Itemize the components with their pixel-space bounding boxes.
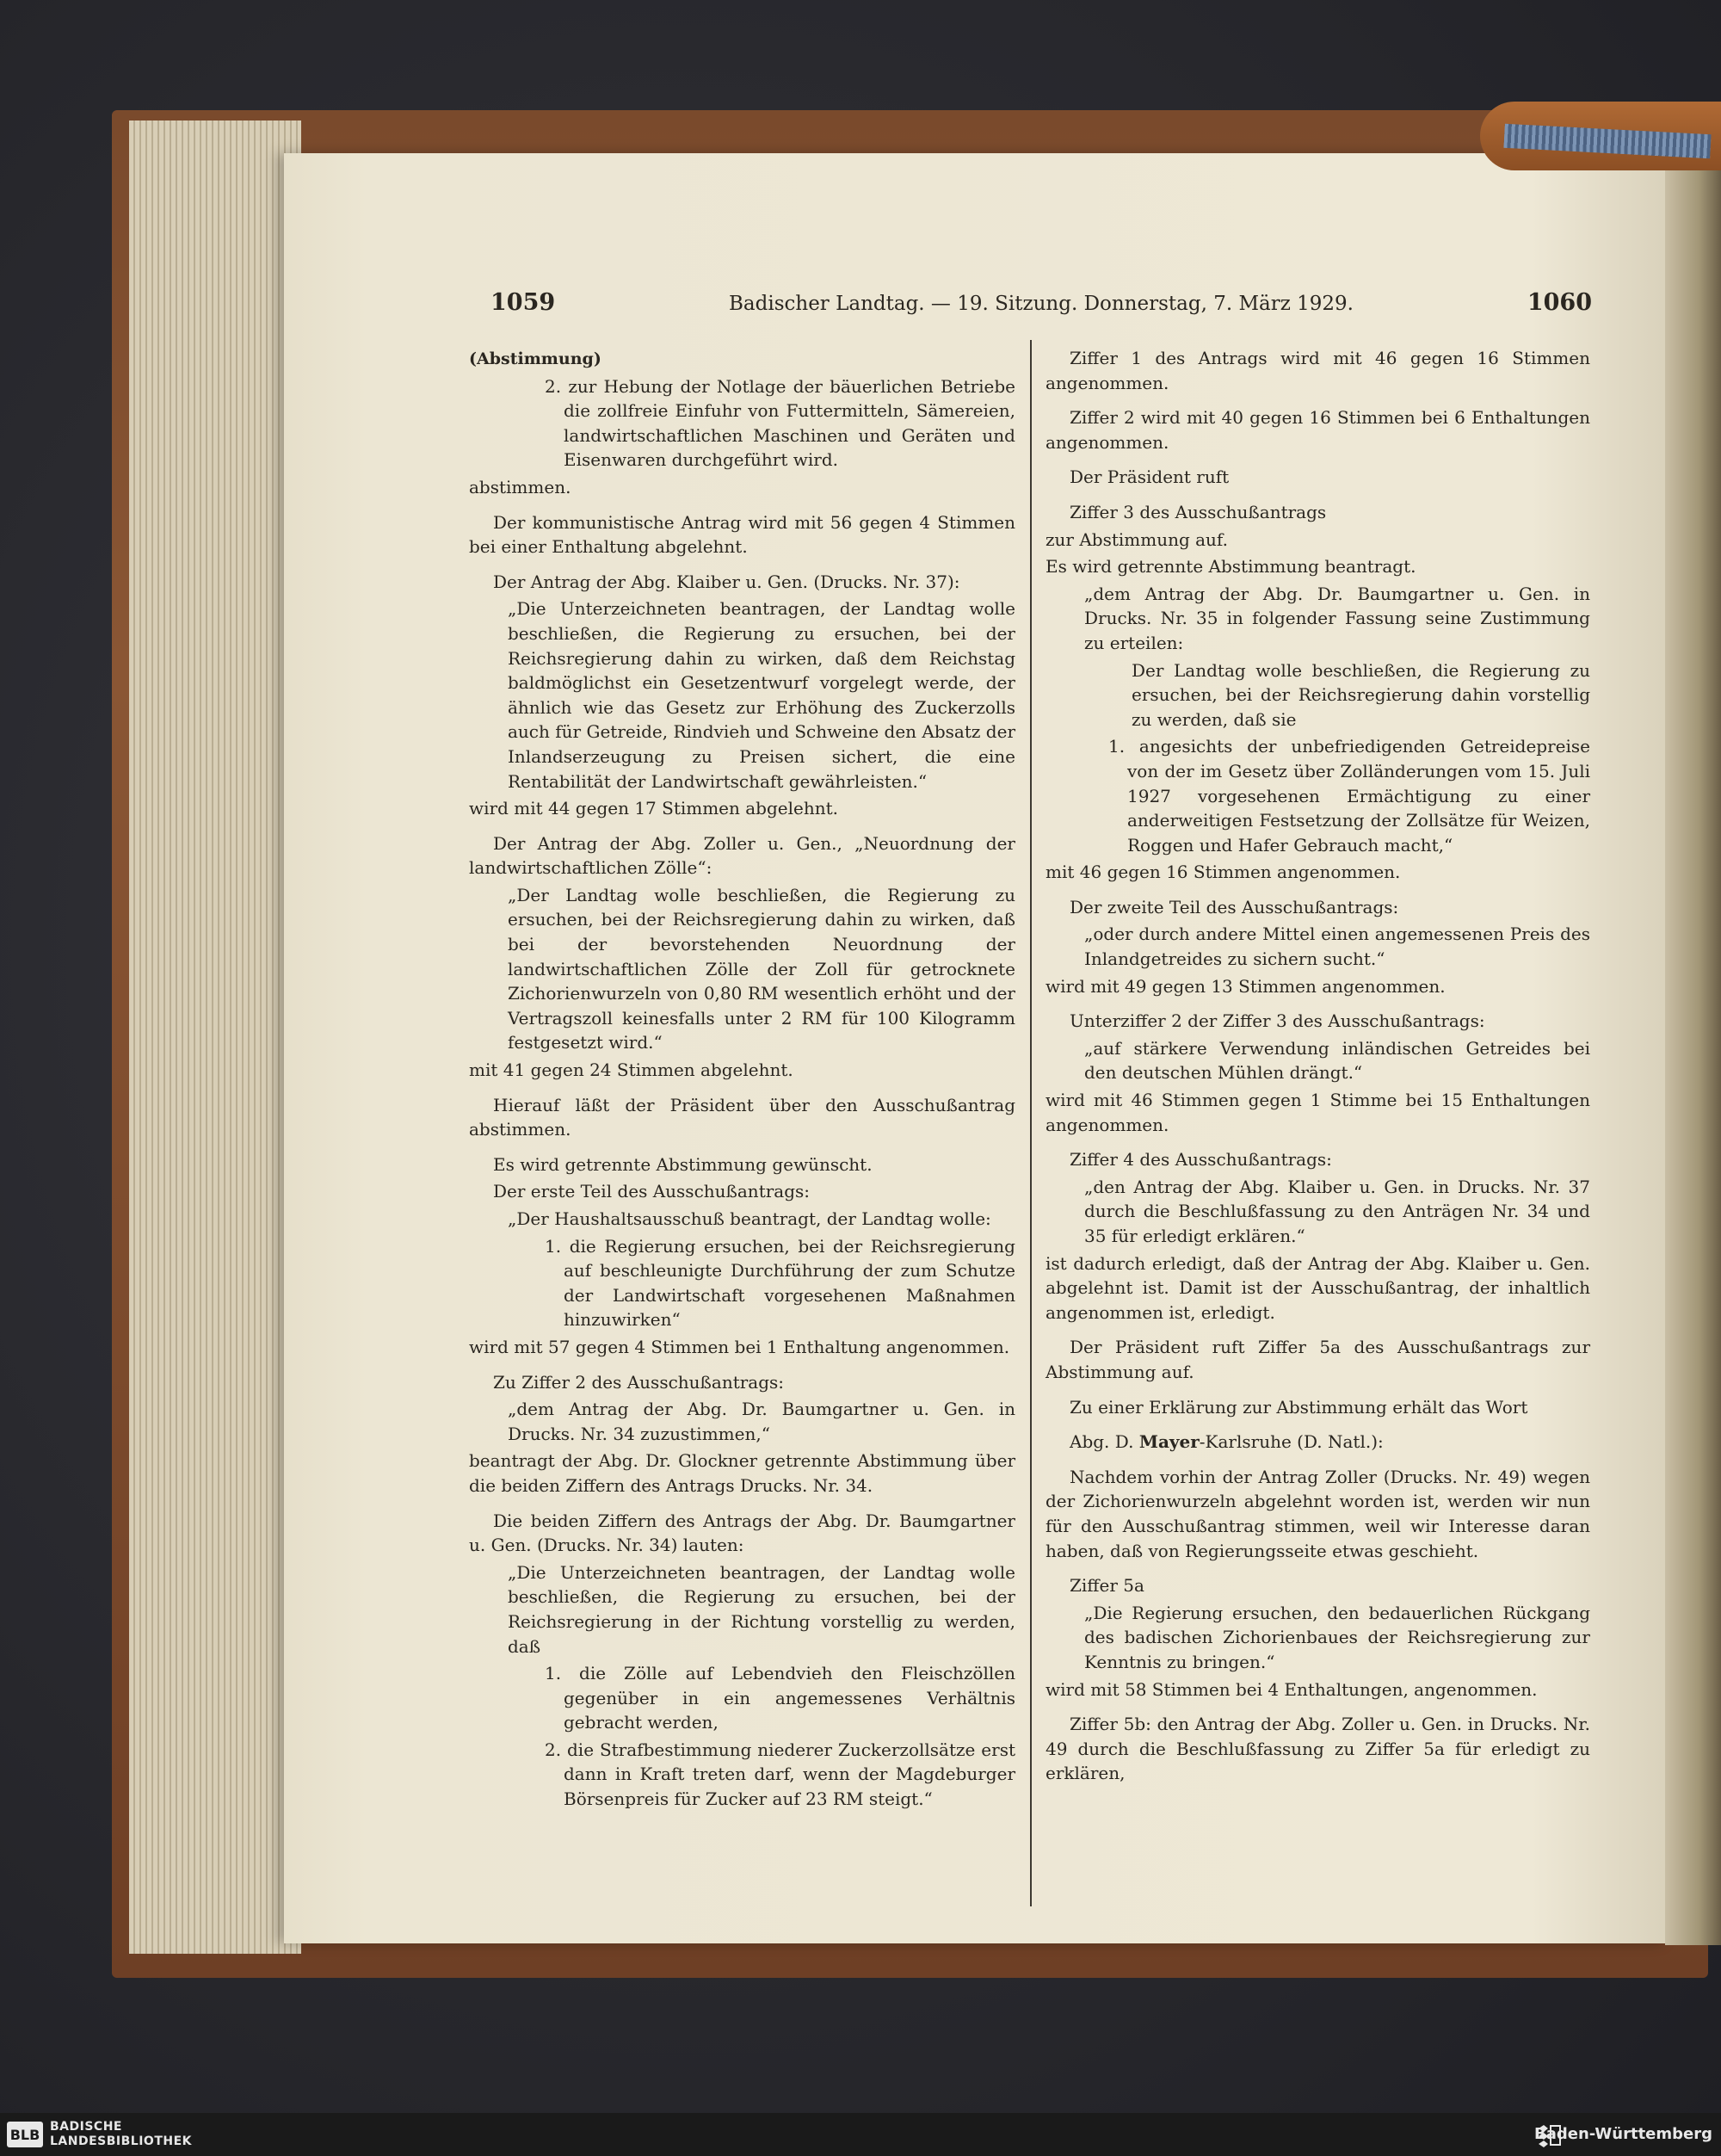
- paragraph: wird mit 57 gegen 4 Stimmen bei 1 Enthaltung angenommen.: [469, 1336, 1010, 1357]
- library-name-line2: LANDESBIBLIOTHEK: [50, 2134, 193, 2148]
- paragraph: „Der Landtag wolle beschließen, die Regierung zu ersuchen, bei der Reichsregierung dahin zu wirken, daß bei der bevorstehenden Neuordnung der landwirtschaftlichen Zölle der Zoll für getrocknete Zichorienwurzeln von 0,80 RM wesentlich erhöht und der Vertragszoll keinesfalls unter 2 RM für 100 Kilogramm festgesetzt wird.“: [508, 884, 1015, 1053]
- paragraph: Der Antrag der Abg. Klaiber u. Gen. (Drucks. Nr. 37):: [493, 571, 960, 592]
- paragraph: zur Abstimmung auf.: [1046, 528, 1228, 550]
- paragraph: Der Präsident ruft Ziffer 5a des Ausschußantrags zur Abstimmung auf.: [1046, 1337, 1590, 1382]
- paragraph: Nachdem vorhin der Antrag Zoller (Drucks. Nr. 49) wegen der Zichorienwurzeln abgelehnt worden ist, werden wir nun für den Ausschußantrag stimmen, weil wir Interesse daran haben, daß von Regierungsseite etwas geschieht.: [1046, 1466, 1590, 1561]
- page-gutter: [1665, 155, 1721, 1945]
- paragraph: wird mit 49 gegen 13 Stimmen angenommen.: [1046, 975, 1446, 997]
- paragraph: „Die Unterzeichneten beantragen, der Landtag wolle beschließen, die Regierung zu ersuchen, bei der Reichsregierung in der Richtung vorstellig zu werden, daß: [508, 1561, 1015, 1657]
- paragraph: „Die Regierung ersuchen, den bedauerlichen Rückgang des badischen Zichorienbaues der Reichsregierung zur Kenntnis zu bringen.“: [1084, 1602, 1590, 1672]
- paragraph: Der Antrag der Abg. Zoller u. Gen., „Neuordnung der landwirtschaftlichen Zölle“:: [469, 832, 1015, 879]
- paragraph: Ziffer 3 des Ausschußantrags: [1070, 501, 1327, 522]
- paragraph: 1. angesichts der unbefriedigenden Getreidepreise von der im Gesetz über Zolländerungen vom 15. Juli 1927 vorgesehenen Ermächtigung zu einer anderweitigen Festsetzung der Zollsätze für Weizen, Roggen und Hafer Gebrauch macht,“: [1108, 736, 1590, 856]
- right-column: [1046, 346, 1590, 1796]
- paragraph: mit 41 gegen 24 Stimmen abgelehnt.: [469, 1059, 793, 1081]
- paragraph: Ziffer 5a: [1070, 1575, 1144, 1597]
- paragraph: Unterziffer 2 der Ziffer 3 des Ausschußantrags:: [1070, 1010, 1485, 1032]
- paragraph: Ziffer 1 des Antrags wird mit 46 gegen 16 Stimmen angenommen.: [1046, 348, 1590, 393]
- paragraph: 1. die Zölle auf Lebendvieh den Fleischzöllen gegenüber in ein angemessenes Verhältnis gebracht werden,: [545, 1663, 1015, 1733]
- paragraph: Ziffer 5b: den Antrag der Abg. Zoller u. Gen. in Drucks. Nr. 49 durch die Beschlußfassung zu Ziffer 5a für erledigt zu erklären,: [1046, 1714, 1590, 1784]
- paragraph: beantragt der Abg. Dr. Glockner getrennte Abstimmung über die beiden Ziffern des Antrags Drucks. Nr. 34.: [469, 1450, 1015, 1496]
- left-page-number: 1059: [490, 289, 556, 316]
- paragraph: Ziffer 2 wird mit 40 gegen 16 Stimmen bei 6 Enthaltungen angenommen.: [1046, 407, 1590, 453]
- paragraph: „dem Antrag der Abg. Dr. Baumgartner u. Gen. in Drucks. Nr. 35 in folgender Fassung seine Zustimmung zu erteilen:: [1084, 583, 1590, 653]
- paragraph: „den Antrag der Abg. Klaiber u. Gen. in Drucks. Nr. 37 durch die Beschlußfassung zu den Anträgen Nr. 34 und 35 für erledigt erklären.“: [1084, 1176, 1590, 1246]
- library-name: [50, 2120, 192, 2149]
- paragraph: (Abstimmung): [469, 349, 601, 368]
- library-name-line1: BADISCHE: [50, 2120, 122, 2134]
- left-column: [469, 346, 1015, 1814]
- paragraph: Es wird getrennte Abstimmung gewünscht.: [493, 1153, 873, 1175]
- paragraph: mit 46 gegen 16 Stimmen angenommen.: [1046, 862, 1401, 883]
- paragraph: Abg. D. Mayer-Karlsruhe (D. Natl.):: [1070, 1431, 1384, 1453]
- paragraph: Der kommunistische Antrag wird mit 56 gegen 4 Stimmen bei einer Enthaltung abgelehnt.: [469, 511, 1015, 558]
- paragraph: 2. zur Hebung der Notlage der bäuerlichen Betriebe die zollfreie Einfuhr von Futtermitteln, Sämereien, landwirtschaftlichen Maschinen und Geräten und Eisenwaren durchgeführt wird.: [545, 375, 1015, 471]
- paragraph: wird mit 44 gegen 17 Stimmen abgelehnt.: [469, 798, 839, 819]
- right-page-number: 1060: [1527, 289, 1592, 316]
- paragraph: „oder durch andere Mittel einen angemessenen Preis des Inlandgetreides zu sichern sucht.“: [1084, 924, 1590, 970]
- paragraph: ist dadurch erledigt, daß der Antrag der Abg. Klaiber u. Gen. abgelehnt ist. Damit ist der Ausschußantrag, der inhaltlich angenommen ist, erledigt.: [1046, 1252, 1590, 1323]
- paragraph: Zu einer Erklärung zur Abstimmung erhält das Wort: [1070, 1396, 1528, 1418]
- column-divider: [1030, 340, 1032, 1906]
- paragraph: Der zweite Teil des Ausschußantrags:: [1070, 896, 1399, 917]
- state-name: Baden-Württemberg: [1533, 2125, 1712, 2143]
- paragraph: Es wird getrennte Abstimmung beantragt.: [1046, 556, 1416, 578]
- paragraph: wird mit 46 Stimmen gegen 1 Stimme bei 15 Enthaltungen angenommen.: [1046, 1090, 1590, 1135]
- paragraph: Der erste Teil des Ausschußantrags:: [493, 1181, 811, 1202]
- paragraph: 1. die Regierung ersuchen, bei der Reichsregierung auf beschleunigte Durchführung der zum Schutze der Landwirtschaft vorgesehenen Maßnahmen hinzuwirken“: [545, 1235, 1015, 1331]
- paragraph: „dem Antrag der Abg. Dr. Baumgartner u. Gen. in Drucks. Nr. 34 zuzustimmen,“: [508, 1399, 1015, 1444]
- paragraph: „auf stärkere Verwendung inländischen Getreides bei den deutschen Mühlen drängt.“: [1084, 1037, 1590, 1084]
- paragraph: „Der Haushaltsausschuß beantragt, der Landtag wolle:: [508, 1208, 991, 1229]
- page-header: [486, 289, 1596, 327]
- paragraph: Der Präsident ruft: [1070, 466, 1230, 488]
- paragraph: abstimmen.: [469, 476, 571, 497]
- paragraph: Der Landtag wolle beschließen, die Regierung zu ersuchen, bei der Reichsregierung dahin vorstellig zu werden, daß sie: [1132, 659, 1590, 730]
- paragraph: Die beiden Ziffern des Antrags der Abg. Dr. Baumgartner u. Gen. (Drucks. Nr. 34) lauten:: [469, 1510, 1015, 1556]
- paragraph: Ziffer 4 des Ausschußantrags:: [1070, 1149, 1332, 1171]
- paragraph: „Die Unterzeichneten beantragen, der Landtag wolle beschließen, die Regierung zu ersuchen, bei der Reichsregierung dahin zu wirken, daß dem Reichstag baldmöglichst ein Gesetzentwurf vorgelegt werde, der ähnlich wie das Gesetz zur Erhöhung des Zuckerzolls auch für Getreide, Rindvieh und Schweine den Absatz der Inlandserzeugung zu Preisen sichert, die eine Rentabilität der Landwirtschaft gewährleisten.“: [508, 598, 1015, 792]
- blb-logo-icon: BLB: [7, 2122, 43, 2147]
- footer-bar: [0, 2113, 1721, 2156]
- page-stack-edge: [129, 120, 301, 1954]
- paragraph: 2. die Strafbestimmung niederer Zuckerzollsätze erst dann in Kraft treten darf, wenn der Magdeburger Börsenpreis für Zucker auf 23 RM steigt.“: [545, 1739, 1015, 1810]
- page-title: Badischer Landtag. — 19. Sitzung. Donnerstag, 7. März 1929.: [729, 293, 1354, 315]
- paragraph: Zu Ziffer 2 des Ausschußantrags:: [493, 1371, 785, 1393]
- paragraph: wird mit 58 Stimmen bei 4 Enthaltungen, angenommen.: [1046, 1678, 1538, 1700]
- paragraph: Hierauf läßt der Präsident über den Ausschußantrag abstimmen.: [469, 1094, 1015, 1140]
